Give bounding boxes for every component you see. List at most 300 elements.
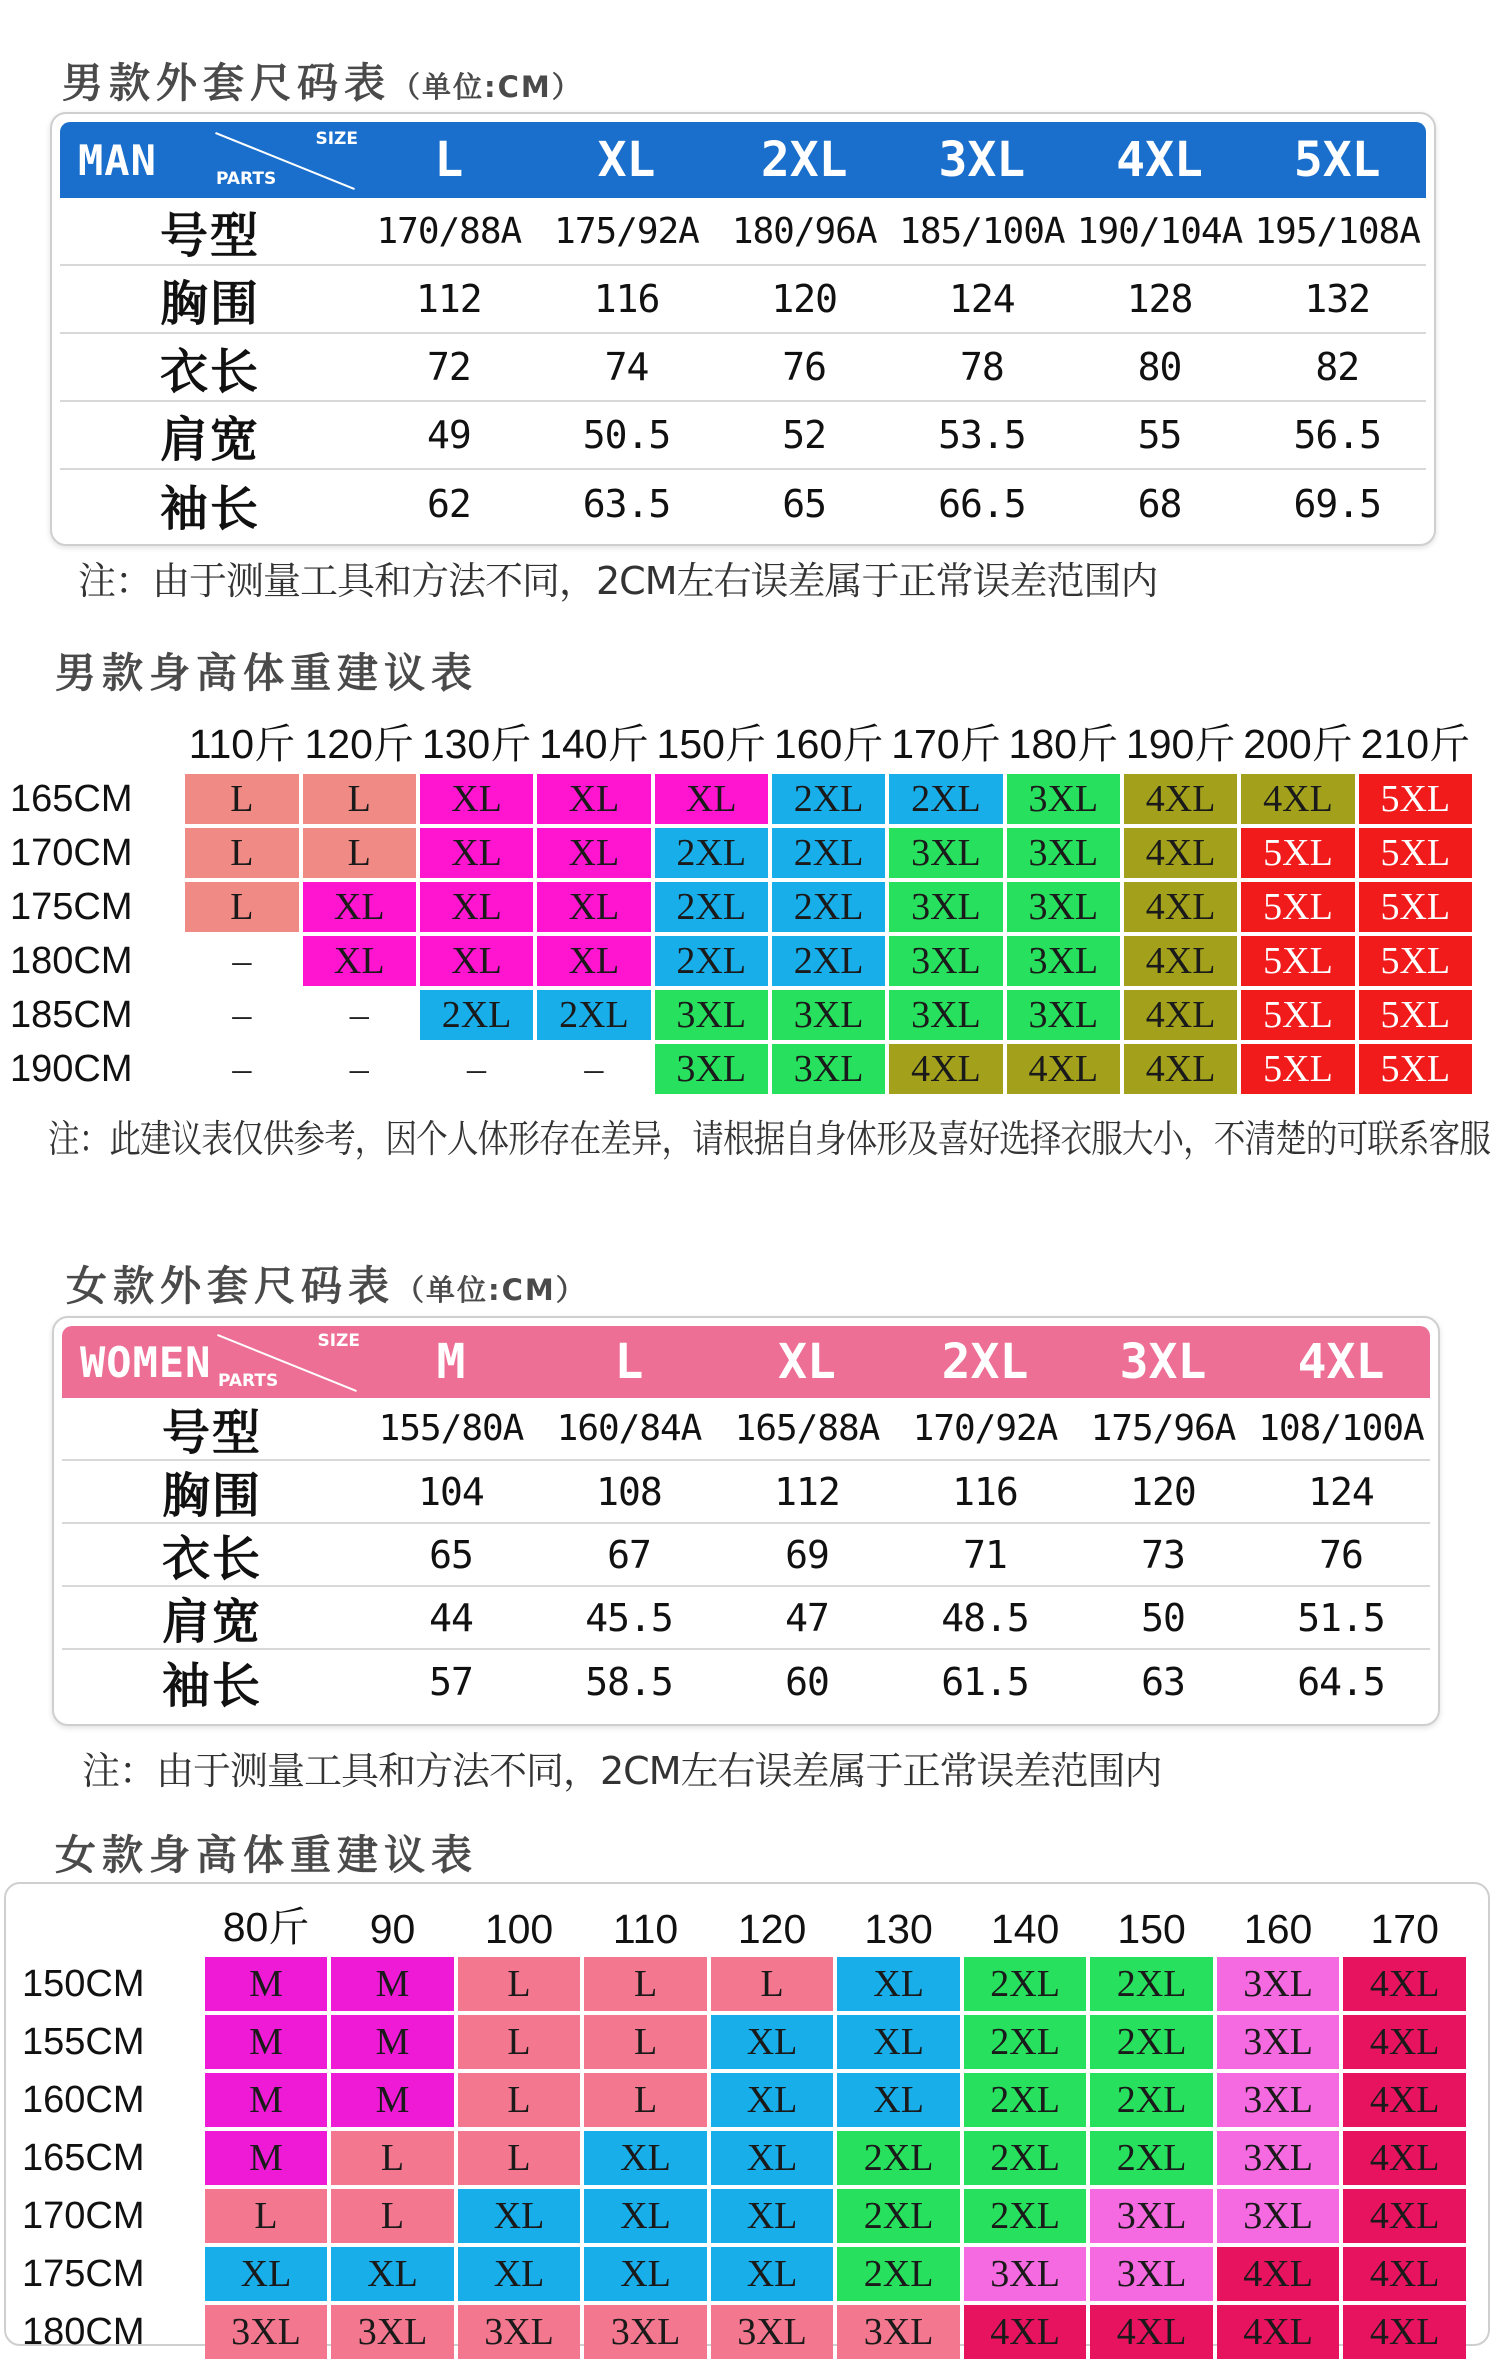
- men-rec-height-label: 185CM: [10, 993, 133, 1036]
- women-size-cell: 45.5: [585, 1595, 673, 1640]
- men-corner-size: SIZE: [315, 129, 358, 149]
- women-corner-parts: PARTS: [218, 1371, 279, 1391]
- women-rec-weight-header: 160: [1243, 1906, 1313, 1952]
- men-rec-weight-header-row: [10, 710, 1472, 770]
- women-rec-size-cell: L: [458, 2073, 581, 2127]
- men-rec-size-cell: XL: [420, 936, 533, 986]
- women-rec-size-cell: XL: [331, 2247, 454, 2301]
- men-rec-size-cell: XL: [420, 882, 533, 932]
- women-size-unit: （单位:CM）: [395, 1273, 587, 1307]
- men-rec-size-cell: L: [303, 828, 416, 878]
- women-rec-size-cell: 3XL: [1217, 2015, 1340, 2069]
- men-size-cell: 62: [426, 482, 471, 526]
- men-size-cell: 116: [593, 277, 660, 321]
- women-rec-size-cell: 4XL: [1343, 2189, 1466, 2243]
- women-rec-weight-header-row: [22, 1894, 1466, 1953]
- women-rec-size-cell: XL: [458, 2247, 581, 2301]
- men-rec-size-cell: XL: [303, 882, 416, 932]
- women-size-row: [62, 1461, 1430, 1524]
- women-rec-size-cell: XL: [584, 2247, 707, 2301]
- women-rec-height-label: 160CM: [22, 2078, 145, 2121]
- men-rec-size-cell: 2XL: [655, 882, 768, 932]
- men-size-row-label: 袖长: [159, 480, 260, 537]
- women-size-row-label: 肩宽: [161, 1594, 262, 1650]
- men-rec-height-label: 170CM: [10, 831, 133, 874]
- men-rec-height-row: [10, 990, 1472, 1040]
- women-size-cell: 116: [952, 1469, 1018, 1514]
- men-rec-size-cell: L: [185, 882, 298, 932]
- women-size-cell: 61.5: [941, 1659, 1029, 1704]
- men-size-cell: 195/108A: [1254, 210, 1420, 252]
- men-rec-weight-header: 130斤: [421, 721, 532, 767]
- men-rec-height-label: 175CM: [10, 885, 133, 928]
- men-rec-size-cell: 3XL: [889, 882, 1002, 932]
- women-corner-size: SIZE: [317, 1331, 360, 1351]
- men-rec-size-cell: 5XL: [1241, 828, 1354, 878]
- women-rec-height-row: [22, 2073, 1466, 2127]
- men-rec-size-cell: 5XL: [1359, 936, 1472, 986]
- men-size-header-2xl: 2XL: [760, 132, 848, 188]
- men-rec-size-cell: L: [185, 828, 298, 878]
- women-rec-size-cell: 4XL: [1217, 2247, 1340, 2301]
- men-size-cell: 50.5: [582, 413, 671, 457]
- women-rec-size-cell: 4XL: [1343, 1957, 1466, 2011]
- women-rec-size-cell: 4XL: [1090, 2305, 1213, 2359]
- women-rec-height-label: 170CM: [22, 2194, 145, 2237]
- men-rec-size-cell: –: [232, 1048, 252, 1090]
- men-rec-height-row: [10, 774, 1472, 824]
- men-size-cell: 112: [416, 277, 482, 321]
- men-rec-size-cell: 3XL: [1007, 936, 1120, 986]
- women-size-cell: 112: [774, 1469, 840, 1514]
- women-rec-size-cell: 2XL: [964, 2131, 1087, 2185]
- women-rec-weight-header: 120: [737, 1906, 807, 1952]
- women-rec-size-cell: L: [331, 2189, 454, 2243]
- women-rec-height-row: [22, 2131, 1466, 2185]
- men-rec-size-cell: 3XL: [655, 990, 768, 1040]
- men-rec-height-row: [10, 1044, 1472, 1094]
- men-size-cell: 185/100A: [899, 210, 1065, 252]
- women-rec-size-cell: M: [205, 1957, 328, 2011]
- men-rec-size-cell: 4XL: [1124, 882, 1237, 932]
- men-size-row: [60, 470, 1426, 538]
- women-size-cell: 64.5: [1297, 1659, 1385, 1704]
- women-rec-size-cell: 3XL: [711, 2305, 834, 2359]
- women-size-row: [62, 1587, 1430, 1650]
- women-size-cell: 120: [1130, 1469, 1196, 1514]
- women-rec-size-cell: 4XL: [964, 2305, 1087, 2359]
- men-rec-size-cell: 2XL: [655, 828, 768, 878]
- men-rec-size-cell: 2XL: [537, 990, 650, 1040]
- men-rec-size-cell: 3XL: [1007, 882, 1120, 932]
- men-rec-height-label: 165CM: [10, 777, 133, 820]
- women-size-header-3xl: 3XL: [1119, 1334, 1207, 1390]
- women-rec-size-cell: XL: [584, 2189, 707, 2243]
- women-size-title-text: 女款外套尺码表: [66, 1262, 395, 1310]
- women-rec-size-cell: XL: [711, 2247, 834, 2301]
- men-rec-size-cell: 2XL: [889, 774, 1002, 824]
- men-rec-size-cell: 5XL: [1359, 828, 1472, 878]
- women-rec-height-label: 180CM: [22, 2310, 145, 2353]
- men-corner-diagonal: [210, 125, 360, 195]
- women-rec-size-cell: L: [458, 1957, 581, 2011]
- women-rec-size-cell: M: [205, 2015, 328, 2069]
- women-size-row-values: [362, 1533, 1430, 1577]
- men-rec-size-cell: –: [349, 994, 369, 1036]
- men-rec-size-cell: 2XL: [420, 990, 533, 1040]
- men-size-row-values: [360, 413, 1426, 457]
- men-size-cell: 124: [949, 277, 1015, 321]
- men-rec-size-cell: 5XL: [1241, 882, 1354, 932]
- women-size-row-values: [362, 1408, 1430, 1449]
- men-rec-size-cell: 3XL: [889, 990, 1002, 1040]
- men-rec-size-cell: 3XL: [1007, 828, 1120, 878]
- men-corner-parts: PARTS: [216, 169, 277, 189]
- women-size-header: [62, 1326, 1430, 1398]
- men-rec-size-cell: 4XL: [1124, 990, 1237, 1040]
- men-size-cell: 175/92A: [554, 210, 699, 252]
- men-size-header-cells: [360, 132, 1426, 188]
- women-size-header-l: L: [614, 1334, 644, 1390]
- men-rec-size-cell: –: [467, 1048, 487, 1090]
- men-rec-size-cell: 3XL: [1007, 990, 1120, 1040]
- women-size-row-label: 袖长: [161, 1658, 262, 1714]
- men-rec-size-cell: XL: [655, 774, 768, 824]
- men-size-cell: 132: [1304, 277, 1371, 321]
- women-rec-size-cell: 2XL: [964, 2189, 1087, 2243]
- women-rec-height-label: 150CM: [22, 1962, 145, 2005]
- women-rec-size-cell: 4XL: [1217, 2305, 1340, 2359]
- women-rec-weight-header: 110: [612, 1906, 679, 1952]
- men-rec-size-cell: 5XL: [1359, 990, 1472, 1040]
- women-size-rows: [62, 1398, 1430, 1713]
- women-size-row-values: [362, 1660, 1430, 1704]
- men-size-header-xl: XL: [597, 132, 656, 188]
- men-size-title: [62, 50, 583, 109]
- women-size-row: [62, 1398, 1430, 1461]
- women-rec-size-cell: 2XL: [964, 1957, 1087, 2011]
- women-size-cell: 60: [785, 1659, 829, 1704]
- women-rec-size-cell: 3XL: [1090, 2189, 1213, 2243]
- men-rec-weight-header: 160斤: [773, 721, 884, 767]
- women-corner-diagonal: [212, 1327, 362, 1397]
- women-size-row-label: 衣长: [161, 1531, 262, 1587]
- men-rec-height-label: 180CM: [10, 939, 133, 982]
- women-size-cell: 76: [1319, 1532, 1363, 1577]
- men-size-row-label: 号型: [159, 207, 260, 264]
- men-rec-size-cell: 3XL: [889, 936, 1002, 986]
- women-rec-size-cell: L: [205, 2189, 328, 2243]
- men-rec-weight-header: 210斤: [1360, 721, 1471, 767]
- women-size-cell: 51.5: [1297, 1595, 1385, 1640]
- women-size-header-xl: XL: [778, 1334, 836, 1390]
- women-size-cell: 108: [596, 1469, 662, 1514]
- women-size-cell: 47: [785, 1595, 829, 1640]
- women-rec-weight-header: 140: [990, 1906, 1060, 1952]
- men-size-header-4xl: 4XL: [1116, 132, 1203, 188]
- women-rec-corner: [22, 1894, 201, 1953]
- women-size-cell: 58.5: [585, 1659, 673, 1704]
- men-rec-size-cell: 5XL: [1359, 1044, 1472, 1094]
- women-rec-size-cell: L: [458, 2131, 581, 2185]
- women-rec-size-cell: 3XL: [458, 2305, 581, 2359]
- women-rec-weight-header: 170: [1370, 1906, 1439, 1952]
- men-size-unit: （单位:CM）: [391, 70, 583, 104]
- men-size-cell: 65: [782, 482, 827, 526]
- men-rec-size-cell: 4XL: [889, 1044, 1002, 1094]
- women-rec-size-cell: L: [584, 2015, 707, 2069]
- women-rec-size-cell: XL: [837, 2073, 960, 2127]
- women-size-cell: 67: [607, 1532, 651, 1577]
- men-size-cell: 53.5: [938, 413, 1026, 457]
- women-rec-size-cell: L: [331, 2131, 454, 2185]
- women-rec-size-cell: 4XL: [1343, 2131, 1466, 2185]
- men-rec-weight-header: 120斤: [304, 721, 414, 767]
- men-corner-main: MAN: [78, 135, 157, 185]
- men-size-cell: 80: [1137, 345, 1182, 389]
- men-size-row-values: [360, 277, 1426, 321]
- women-rec-size-cell: 3XL: [1217, 1957, 1340, 2011]
- men-rec-size-cell: 2XL: [772, 774, 885, 824]
- men-rec-size-cell: –: [232, 994, 252, 1036]
- women-size-note: 注：由于测量工具和方法不同，2CM左右误差属于正常误差范围内: [82, 1749, 1162, 1793]
- men-size-cell: 63.5: [582, 482, 671, 526]
- men-rec-size-cell: XL: [537, 936, 650, 986]
- women-size-header-cells: [362, 1334, 1430, 1390]
- men-size-header-l: L: [434, 132, 464, 188]
- men-rec-size-cell: –: [584, 1048, 604, 1090]
- men-rec-height-row: [10, 882, 1472, 932]
- men-size-note: 注：由于测量工具和方法不同，2CM左右误差属于正常误差范围内: [78, 559, 1158, 603]
- men-size-row: [60, 402, 1426, 470]
- men-rec-weight-header: 190斤: [1125, 721, 1236, 767]
- men-size-cell: 190/104A: [1076, 210, 1243, 252]
- women-size-row-label: 胸围: [161, 1468, 262, 1524]
- women-rec-size-cell: 3XL: [331, 2305, 454, 2359]
- women-rec-size-cell: M: [331, 2073, 454, 2127]
- women-rec-height-label: 155CM: [22, 2020, 145, 2063]
- men-rec-size-cell: 5XL: [1241, 990, 1354, 1040]
- men-size-cell: 170/88A: [376, 210, 522, 252]
- men-size-row-values: [360, 211, 1426, 252]
- women-size-cell: 48.5: [941, 1595, 1029, 1640]
- women-rec-size-cell: XL: [458, 2189, 581, 2243]
- men-rec-size-cell: XL: [537, 882, 650, 932]
- men-rec-size-cell: 2XL: [655, 936, 768, 986]
- men-rec-size-cell: XL: [420, 774, 533, 824]
- women-rec-height-row: [22, 1957, 1466, 2011]
- men-size-cell: 78: [959, 345, 1004, 389]
- women-size-row-label: 号型: [161, 1405, 262, 1461]
- men-size-row: [60, 334, 1426, 402]
- women-rec-size-cell: XL: [711, 2015, 834, 2069]
- men-size-box: [50, 112, 1436, 546]
- women-rec-size-cell: XL: [711, 2073, 834, 2127]
- men-rec-size-cell: XL: [537, 828, 650, 878]
- men-rec-size-cell: XL: [303, 936, 416, 986]
- men-rec-size-cell: 4XL: [1124, 774, 1237, 824]
- women-size-cell: 155/80A: [378, 1408, 524, 1449]
- men-size-header-5xl: 5XL: [1293, 132, 1381, 188]
- men-size-cell: 128: [1126, 277, 1193, 321]
- women-rec-size-cell: 4XL: [1343, 2073, 1466, 2127]
- women-size-cell: 160/84A: [556, 1408, 702, 1449]
- men-rec-size-cell: 3XL: [889, 828, 1002, 878]
- men-rec-size-cell: 5XL: [1241, 1044, 1354, 1094]
- women-rec-size-cell: M: [331, 1957, 454, 2011]
- men-rec-size-cell: 2XL: [772, 828, 885, 878]
- men-rec-size-cell: –: [232, 940, 252, 982]
- women-size-row: [62, 1650, 1430, 1713]
- women-rec-height-row: [22, 2015, 1466, 2069]
- men-rec-corner: [10, 710, 181, 770]
- women-rec-size-cell: XL: [711, 2131, 834, 2185]
- women-rec-size-cell: 2XL: [1090, 2131, 1213, 2185]
- men-size-row: [60, 266, 1426, 334]
- women-rec-size-cell: 4XL: [1343, 2247, 1466, 2301]
- men-rec-size-cell: L: [185, 774, 298, 824]
- men-rec-weight-header: 110斤: [188, 721, 296, 767]
- women-rec-height-row: [22, 2189, 1466, 2243]
- women-rec-size-cell: 3XL: [584, 2305, 707, 2359]
- women-size-header-4xl: 4XL: [1297, 1334, 1385, 1390]
- women-rec-weight-header: 90: [369, 1906, 416, 1952]
- women-rec-size-cell: M: [205, 2131, 328, 2185]
- women-rec-weight-header: 150: [1117, 1906, 1186, 1952]
- men-rec-weight-header: 200斤: [1243, 721, 1353, 767]
- women-rec-weight-header: 80斤: [222, 1904, 310, 1950]
- men-size-header-3xl: 3XL: [938, 132, 1026, 188]
- men-rec-size-cell: 4XL: [1124, 828, 1237, 878]
- men-size-row-label: 肩宽: [159, 411, 260, 468]
- men-size-cell: 68: [1137, 482, 1182, 526]
- women-rec-size-cell: XL: [711, 2189, 834, 2243]
- women-size-row-values: [362, 1470, 1430, 1514]
- women-rec-size-cell: 4XL: [1343, 2015, 1466, 2069]
- men-size-cell: 72: [426, 345, 471, 389]
- women-rec-size-cell: 2XL: [837, 2131, 960, 2185]
- women-size-header-2xl: 2XL: [941, 1334, 1029, 1390]
- women-size-cell: 65: [429, 1532, 473, 1577]
- men-size-cell: 56.5: [1293, 413, 1381, 457]
- men-rec-size-cell: 5XL: [1241, 936, 1354, 986]
- women-rec-size-cell: M: [205, 2073, 328, 2127]
- women-rec-weight-header: 100: [484, 1906, 554, 1952]
- men-rec-size-cell: 3XL: [1007, 774, 1120, 824]
- women-rec-size-cell: 3XL: [964, 2247, 1087, 2301]
- women-rec-size-cell: 2XL: [1090, 2073, 1213, 2127]
- women-rec-size-cell: 2XL: [837, 2247, 960, 2301]
- men-rec-size-cell: XL: [537, 774, 650, 824]
- men-rec-height-row: [10, 936, 1472, 986]
- men-rec-weight-header: 180斤: [1008, 721, 1118, 767]
- men-size-cell: 82: [1315, 345, 1360, 389]
- women-size-cell: 50: [1141, 1595, 1185, 1640]
- women-size-cell: 44: [429, 1595, 473, 1640]
- men-size-cell: 49: [426, 413, 471, 457]
- men-size-cell: 52: [782, 413, 827, 457]
- women-rec-size-cell: 3XL: [205, 2305, 328, 2359]
- women-rec-height-label: 165CM: [22, 2136, 145, 2179]
- women-rec-title: 女款身高体重建议表: [55, 1831, 478, 1879]
- women-size-cell: 57: [429, 1659, 473, 1704]
- men-rec-size-cell: XL: [420, 828, 533, 878]
- women-size-cell: 104: [418, 1469, 484, 1514]
- men-rec-weight-header: 150斤: [656, 721, 766, 767]
- women-rec-size-cell: 3XL: [1090, 2247, 1213, 2301]
- men-rec-height-label: 190CM: [10, 1047, 133, 1090]
- women-rec-size-cell: XL: [584, 2131, 707, 2185]
- men-rec-size-cell: 5XL: [1359, 774, 1472, 824]
- women-rec-size-cell: 2XL: [964, 2073, 1087, 2127]
- women-rec-size-cell: M: [331, 2015, 454, 2069]
- men-rec-title: 男款身高体重建议表: [55, 649, 478, 697]
- women-rec-size-cell: XL: [837, 2015, 960, 2069]
- women-rec-size-cell: 2XL: [964, 2015, 1087, 2069]
- women-rec-weight-header: 130: [864, 1906, 933, 1952]
- women-rec-height-row: [22, 2305, 1466, 2359]
- men-size-cell: 76: [782, 345, 827, 389]
- men-size-row-label: 衣长: [159, 343, 260, 400]
- women-rec-table: [18, 1890, 1470, 2363]
- men-size-cell: 69.5: [1293, 482, 1381, 526]
- women-size-cell: 69: [785, 1532, 829, 1577]
- women-rec-size-cell: 3XL: [1217, 2131, 1340, 2185]
- men-rec-size-cell: 5XL: [1359, 882, 1472, 932]
- men-rec-weight-header: 140斤: [539, 721, 649, 767]
- men-rec-size-cell: 4XL: [1241, 774, 1354, 824]
- women-rec-size-cell: 2XL: [1090, 2015, 1213, 2069]
- women-rec-height-label: 175CM: [22, 2252, 145, 2295]
- men-rec-size-cell: 4XL: [1124, 936, 1237, 986]
- men-size-cell: 66.5: [938, 482, 1026, 526]
- women-rec-size-cell: 3XL: [1217, 2073, 1340, 2127]
- men-rec-weight-header: 170斤: [891, 721, 1001, 767]
- women-rec-size-cell: L: [584, 1957, 707, 2011]
- men-rec-size-cell: 2XL: [772, 882, 885, 932]
- women-size-row-values: [362, 1596, 1430, 1640]
- women-size-box: [52, 1316, 1440, 1726]
- men-size-cell: 55: [1137, 413, 1182, 457]
- women-size-title: [66, 1253, 587, 1312]
- women-rec-size-cell: XL: [205, 2247, 328, 2301]
- women-corner-main: WOMEN: [80, 1337, 212, 1387]
- men-size-row: [60, 198, 1426, 266]
- women-size-cell: 63: [1141, 1659, 1185, 1704]
- women-rec-size-cell: L: [458, 2015, 581, 2069]
- women-size-row: [62, 1524, 1430, 1587]
- men-size-header: [60, 122, 1426, 198]
- men-rec-size-cell: L: [303, 774, 416, 824]
- women-size-cell: 73: [1141, 1532, 1185, 1577]
- women-rec-size-cell: 2XL: [837, 2189, 960, 2243]
- men-size-row-values: [360, 482, 1426, 526]
- women-rec-size-cell: L: [584, 2073, 707, 2127]
- men-rec-size-cell: 3XL: [655, 1044, 768, 1094]
- men-rec-size-cell: 4XL: [1007, 1044, 1120, 1094]
- women-size-cell: 108/100A: [1258, 1408, 1424, 1449]
- women-rec-size-cell: 2XL: [1090, 1957, 1213, 2011]
- men-size-cell: 74: [604, 345, 649, 389]
- men-rec-height-row: [10, 828, 1472, 878]
- men-rec-size-cell: 3XL: [772, 1044, 885, 1094]
- men-rec-size-cell: 3XL: [772, 990, 885, 1040]
- women-rec-height-row: [22, 2247, 1466, 2301]
- women-rec-size-cell: L: [711, 1957, 834, 2011]
- men-size-row-label: 胸围: [159, 275, 260, 332]
- women-size-cell: 175/96A: [1090, 1408, 1236, 1449]
- men-rec-size-cell: 2XL: [772, 936, 885, 986]
